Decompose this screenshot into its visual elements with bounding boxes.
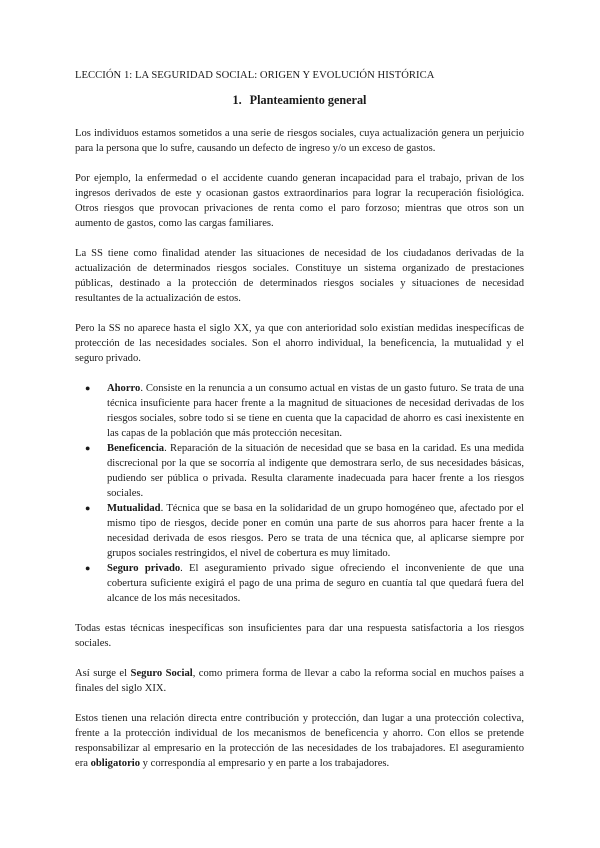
definition-ahorro: . Consiste en la renuncia a un consumo actual en vistas de un gasto futuro. Se trata de una técnica insuficiente para hacer frente a la magnitud de situaciones de necesidad derivadas de los riesgos sociales, sobre todo si se tiene en cuenta que la capacidad de ahorro es casi inexistente en las capas de la población que más protección necesitan. <box>107 383 524 439</box>
paragraph-proteccion-colectiva <box>75 711 524 771</box>
paragraph-riesgos: Los individuos estamos sometidos a una serie de riesgos sociales, cuya actualización genera un perjuicio para la persona que lo sufre, causando un defecto de ingreso y/o un exceso de gastos. <box>75 128 524 154</box>
proteccion-pre: Estos tienen una relación directa entre contribución y protección, dan lugar a una protección colectiva, frente a la protección individual de los mecanismos de beneficencia y ahorro. Con ellos se pretende responsabilizar al empresario en la protección de las necesidades de los trabajadores. El aseguramiento era <box>75 713 524 769</box>
paragraph-insuficientes: Todas estas técnicas inespecíficas son insuficientes para dar una respuesta satisfactoria a los riesgos sociales. <box>75 623 524 649</box>
list-item-mutualidad <box>85 501 524 561</box>
seguro-social-post: , como primera forma de llevar a cabo la reforma social en muchos países a finales del siglo XIX. <box>75 668 524 694</box>
term-mutualidad: Mutualidad <box>107 503 161 514</box>
definition-beneficencia: . Reparación de la situación de necesidad que se basa en la caridad. Es una medida discrecional por la que se socorría al indigente que demostrara serlo, de sus necesidades básicas, pudiendo ser pública o privada. Resulta claramente inadecuada para hacer frente a los riesgos sociales. <box>107 443 524 499</box>
term-seguro-privado: Seguro privado <box>107 563 181 574</box>
list-item-beneficencia <box>85 441 524 501</box>
protection-techniques-list <box>75 381 524 606</box>
list-item-ahorro <box>85 381 524 441</box>
seguro-social-term: Seguro Social <box>130 668 193 679</box>
bullet-icon: ● <box>85 503 91 513</box>
section-heading <box>75 93 524 108</box>
section-title: Planteamiento general <box>249 93 367 107</box>
section-number: 1. <box>232 93 242 107</box>
seguro-social-pre: Así surge el <box>75 668 131 679</box>
term-ahorro: Ahorro <box>107 383 141 394</box>
bullet-icon: ● <box>85 383 91 393</box>
paragraph-seguro-social <box>75 666 524 696</box>
proteccion-post: y correspondía al empresario y en parte a los trabajadores. <box>140 758 390 769</box>
lesson-title: LECCIÓN 1: LA SEGURIDAD SOCIAL: ORIGEN Y EVOLUCIÓN HISTÓRICA <box>75 70 435 81</box>
list-item-seguro-privado <box>85 561 524 606</box>
obligatorio-term: obligatorio <box>90 758 141 769</box>
paragraph-finalidad-ss: La SS tiene como finalidad atender las situaciones de necesidad de los ciudadanos derivadas de la actualización de determinados riesgos sociales. Constituye un sistema organizado de prestaciones públicas, destinado a la protección de determinados riesgos sociales y situaciones de necesidad resultantes de la actualización de estos. <box>75 248 524 304</box>
paragraph-origen-ss: Pero la SS no aparece hasta el siglo XX, ya que con anterioridad solo existían medidas inespecíficas de protección de las necesidades sociales. Son el ahorro individual, la beneficencia, la mutualidad y el seguro privado. <box>75 323 524 364</box>
bullet-icon: ● <box>85 443 91 453</box>
bullet-icon: ● <box>85 563 91 573</box>
paragraph-ejemplo: Por ejemplo, la enfermedad o el accidente cuando generan incapacidad para el trabajo, privan de los ingresos derivados de este y ocasionan gastos extraordinarios para lograr la recuperación fisiológica. Otros riesgos que provocan privaciones de renta como el paro forzoso; mientras que otros son un aumento de gastos, como las cargas familiares. <box>75 173 524 229</box>
term-beneficencia: Beneficencia <box>107 443 165 454</box>
definition-mutualidad: . Técnica que se basa en la solidaridad de un grupo homogéneo que, afectado por el mismo tipo de riesgos, decide poner en común una parte de sus ahorros para hacer frente a la necesidad derivada de esos riesgos. Pero se trata de una técnica que, al aplicarse siempre por grupos sociales restringidos, el nivel de cobertura es muy limitado. <box>107 503 524 559</box>
definition-seguro-privado: . El aseguramiento privado sigue ofreciendo el inconveniente de que una cobertura suficiente exigirá el pago de una prima de seguro en cuantía tal que quedará fuera del alcance de los más necesitados. <box>107 563 524 604</box>
